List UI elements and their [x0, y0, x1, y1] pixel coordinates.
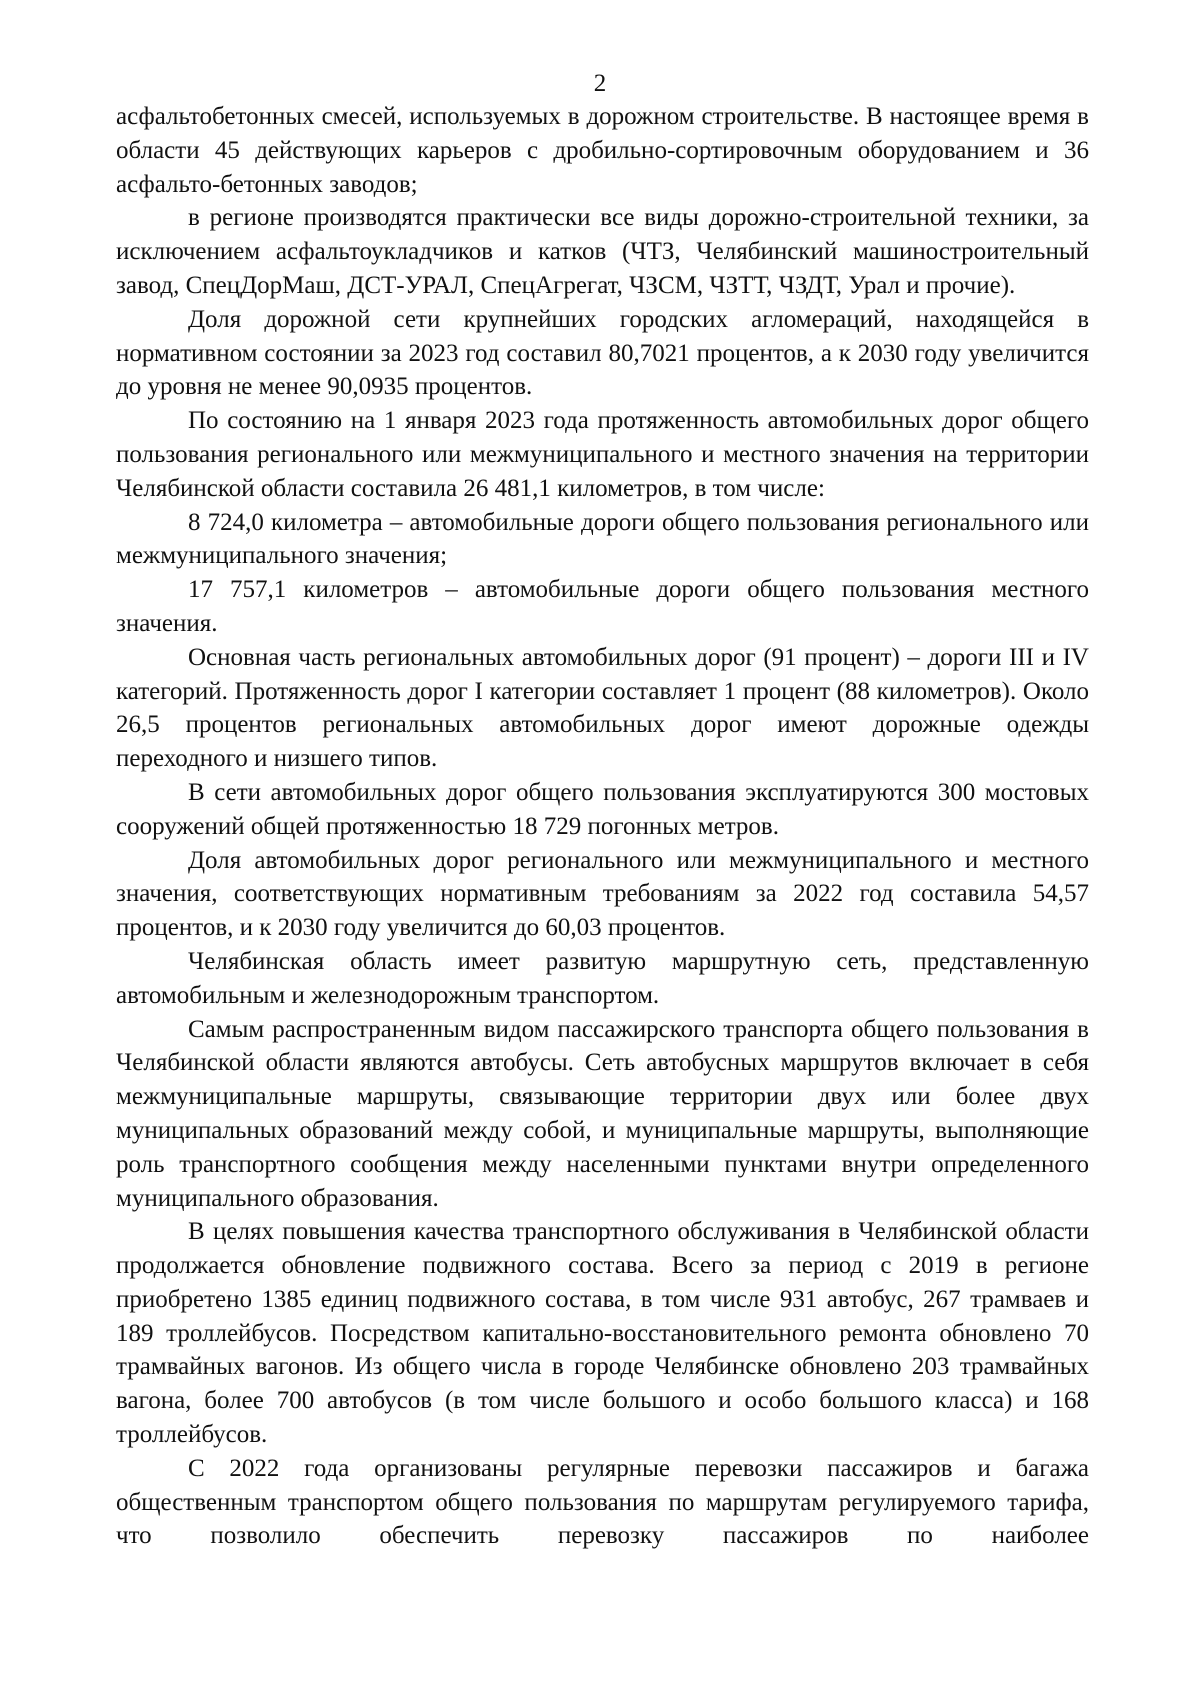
- paragraph-12: В целях повышения качества транспортного обслуживания в Челябинской области продолжается обновление подвижного состава. Всего за период с 2019 в регионе приобретено 1385 единиц подвижного состава, в том числе 931 автобус, 267 трамваев и 189 троллейбусов. Посредством капитально-восстановительного ремонта обновлено 70 трамвайных вагонов. Из общего числа в городе Челябинске обновлено 203 трамвайных вагона, более 700 автобусов (в том числе большого и особо большого класса) и 168 троллейбусов.: [116, 1218, 1089, 1449]
- paragraph-4: По состоянию на 1 января 2023 года протяженность автомобильных дорог общего пользования регионального или межмуниципального и местного значения на территории Челябинской области составила 26 481,1 километров, в том числе:: [116, 407, 1089, 502]
- paragraph-10: Челябинская область имеет развитую маршрутную сеть, представленную автомобильным и железнодорожным транспортом.: [116, 947, 1089, 1009]
- paragraph-5: 8 724,0 километра – автомобильные дороги общего пользования регионального или межмуниципального значения;: [116, 508, 1089, 570]
- document-body: [116, 100, 1089, 1553]
- paragraph-11: Самым распространенным видом пассажирского транспорта общего пользования в Челябинской области являются автобусы. Сеть автобусных маршрутов включает в себя межмуниципальные маршруты, связывающие территории двух или более двух муниципальных образований между собой, и муниципальные маршруты, выполняющие роль транспортного сообщения между населенными пунктами внутри определенного муниципального образования.: [116, 1015, 1089, 1212]
- paragraph-13: С 2022 года организованы регулярные перевозки пассажиров и багажа общественным транспортом общего пользования по маршрутам регулируемого тарифа, что позволило обеспечить перевозку пассажиров по наиболее: [116, 1454, 1089, 1550]
- paragraph-3: Доля дорожной сети крупнейших городских агломераций, находящейся в нормативном состоянии за 2023 год составил 80,7021 процентов, а к 2030 году увеличится до уровня не менее 90,0935 процентов.: [116, 305, 1089, 401]
- paragraph-2: в регионе производятся практически все виды дорожно-строительной техники, за исключением асфальтоукладчиков и катков (ЧТЗ, Челябинский машиностроительный завод, СпецДорМаш, ДСТ-УРАЛ, СпецАгрегат, ЧЗСМ, ЧЗТТ, ЧЗДТ, Урал и прочие).: [116, 204, 1089, 299]
- paragraph-1: асфальтобетонных смесей, используемых в дорожном строительстве. В настоящее время в области 45 действующих карьеров с дробильно-сортировочным оборудованием и 36 асфальто-бетонных заводов;: [116, 103, 1089, 198]
- page-number: 2: [593, 70, 607, 97]
- paragraph-8: В сети автомобильных дорог общего пользования эксплуатируются 300 мостовых сооружений общей протяженностью 18 729 погонных метров.: [116, 778, 1089, 840]
- paragraph-7: Основная часть региональных автомобильных дорог (91 процент) – дороги III и IV категорий. Протяженность дорог I категории составляет 1 процент (88 километров). Около 26,5 процентов региональных автомобильных дорог имеют дорожные одежды переходного и низшего типов.: [116, 643, 1089, 773]
- paragraph-6: 17 757,1 километров – автомобильные дороги общего пользования местного значения.: [116, 576, 1089, 637]
- paragraph-9: Доля автомобильных дорог регионального или межмуниципального и местного значения, соответствующих нормативным требованиям за 2022 год составила 54,57 процентов, и к 2030 году увеличится до 60,03 процентов.: [116, 846, 1089, 942]
